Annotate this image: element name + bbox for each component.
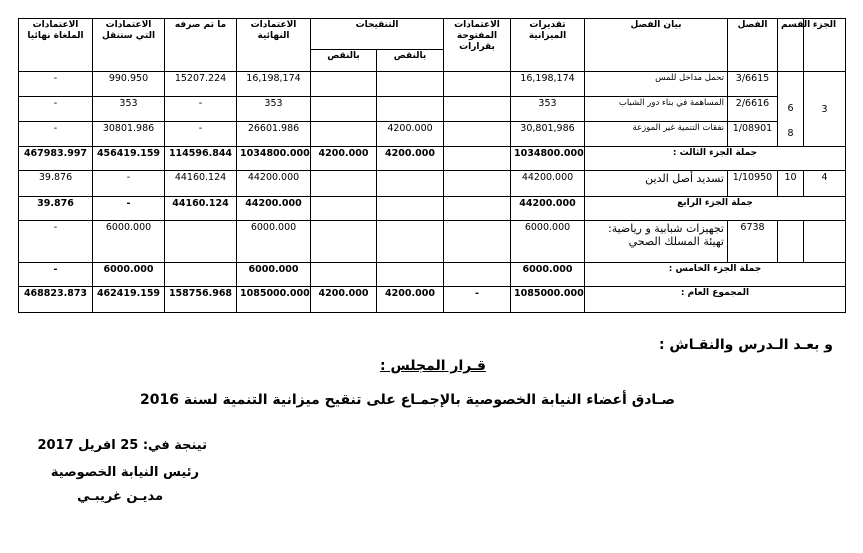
cell-mustaqbal: 353 bbox=[93, 97, 165, 122]
cell-qism: 8 bbox=[787, 128, 794, 139]
cell-nihaiya: 16,198,174 bbox=[237, 72, 311, 97]
cell-mustaqbal: - bbox=[93, 171, 165, 197]
cell-mulgha: 468823.873 bbox=[19, 287, 93, 313]
cell-sarf: - bbox=[165, 122, 237, 147]
discussion-line: و بعـد الـدرس والنقـاش : bbox=[658, 337, 833, 353]
cell-maftouha bbox=[444, 263, 511, 287]
cell-naqs-1 bbox=[377, 221, 444, 263]
cell-taqdirat: 1085000.000 bbox=[511, 287, 585, 313]
cell-sarf: - bbox=[165, 97, 237, 122]
cell-sarf: 15207.224 bbox=[165, 72, 237, 97]
bayan-line-2: تهيئة المسلك الصحي bbox=[628, 235, 724, 248]
cell-nihaiya: 44200.000 bbox=[237, 197, 311, 221]
cell-maftouha bbox=[444, 221, 511, 263]
grand-total-label: المجموع العام : bbox=[585, 287, 846, 313]
cell-naqs-2 bbox=[311, 97, 377, 122]
cell-maftouha bbox=[444, 97, 511, 122]
cell-mustaqbal: 6000.000 bbox=[93, 221, 165, 263]
budget-table bbox=[18, 18, 846, 313]
header-row bbox=[19, 19, 846, 50]
col-header-nihaiya: الاعتمادات النهائية bbox=[237, 19, 311, 72]
cell-qism: 6 bbox=[787, 103, 794, 114]
cell-mustaqbal: 6000.000 bbox=[93, 263, 165, 287]
cell-fasl: 6738 bbox=[728, 221, 778, 263]
cell-sarf: 114596.844 bbox=[165, 147, 237, 171]
cell-maftouha bbox=[444, 147, 511, 171]
total-label: جملة الجزء الرابع bbox=[585, 197, 846, 221]
cell-mulgha: 467983.997 bbox=[19, 147, 93, 171]
cell-naqs-2 bbox=[311, 72, 377, 97]
cell-maftouha: - bbox=[444, 287, 511, 313]
cell-naqs-1 bbox=[377, 171, 444, 197]
col-header-juz: الجزء bbox=[804, 19, 846, 72]
cell-taqdirat: 44200.000 bbox=[511, 197, 585, 221]
cell-bayan: تسديد أصل الدين bbox=[585, 171, 728, 197]
total-row-part5 bbox=[19, 263, 846, 287]
cell-nihaiya: 353 bbox=[237, 97, 311, 122]
cell-sarf: 44160.124 bbox=[165, 171, 237, 197]
cell-mulgha: 39.876 bbox=[19, 171, 93, 197]
cell-naqs-1 bbox=[377, 97, 444, 122]
cell-juz: 3 bbox=[804, 72, 846, 147]
cell-bayan bbox=[585, 221, 728, 263]
col-header-naqs-1: بالنقص bbox=[311, 50, 377, 72]
col-header-mulgha: الاعتمادات الملغاة نهائيا bbox=[19, 19, 93, 72]
cell-taqdirat: 353 bbox=[511, 97, 585, 122]
cell-naqs-2: 4200.000 bbox=[311, 147, 377, 171]
cell-sarf: 44160.124 bbox=[165, 197, 237, 221]
cell-nihaiya: 1085000.000 bbox=[237, 287, 311, 313]
cell-nihaiya: 6000.000 bbox=[237, 263, 311, 287]
bayan-line-1: تجهيزات شبابية و رياضية: bbox=[608, 222, 724, 235]
cell-taqdirat: 30,801,986 bbox=[511, 122, 585, 147]
total-label: جملة الجزء الثالث : bbox=[585, 147, 846, 171]
col-header-fasl: الفصل bbox=[728, 19, 778, 72]
cell-sarf bbox=[165, 221, 237, 263]
total-row-part4 bbox=[19, 197, 846, 221]
cell-juz bbox=[804, 221, 846, 263]
col-header-sarf: ما تم صرفه bbox=[165, 19, 237, 72]
cell-naqs-1: 4200.000 bbox=[377, 287, 444, 313]
decision-text: صـادق أعضاء النيابة الخصوصية بالإجمـاع على تنقيح ميزانية التنمية لسنة 2016 bbox=[140, 392, 675, 408]
cell-nihaiya: 26601.986 bbox=[237, 122, 311, 147]
col-header-bayan: بيان الفصل bbox=[585, 19, 728, 72]
cell-mulgha: - bbox=[19, 263, 93, 287]
cell-nihaiya: 6000.000 bbox=[237, 221, 311, 263]
cell-fasl: 3/6615 bbox=[728, 72, 778, 97]
decision-title: قـرار المجلس : bbox=[380, 358, 486, 374]
cell-bayan: المساهمة في بناء دور الشباب bbox=[585, 97, 728, 122]
cell-taqdirat: 1034800.000 bbox=[511, 147, 585, 171]
cell-sarf: 158756.968 bbox=[165, 287, 237, 313]
cell-mustaqbal: - bbox=[93, 197, 165, 221]
cell-mustaqbal: 456419.159 bbox=[93, 147, 165, 171]
cell-naqs-2 bbox=[311, 263, 377, 287]
cell-naqs-2 bbox=[311, 122, 377, 147]
col-header-maftouha: الاعتمادات المفتوحة بقرارات bbox=[444, 19, 511, 72]
cell-mulgha: - bbox=[19, 72, 93, 97]
table-row bbox=[19, 221, 846, 263]
col-header-qism: القسم bbox=[778, 19, 804, 72]
cell-taqdirat: 6000.000 bbox=[511, 221, 585, 263]
total-row-part3 bbox=[19, 147, 846, 171]
cell-nihaiya: 1034800.000 bbox=[237, 147, 311, 171]
grand-total-row bbox=[19, 287, 846, 313]
cell-mustaqbal: 30801.986 bbox=[93, 122, 165, 147]
cell-mulgha: - bbox=[19, 97, 93, 122]
president-title: رئيس النيابة الخصوصية bbox=[50, 465, 199, 480]
cell-qism-group bbox=[778, 72, 804, 147]
cell-fasl: 2/6616 bbox=[728, 97, 778, 122]
cell-taqdirat: 44200.000 bbox=[511, 171, 585, 197]
cell-naqs-1: 4200.000 bbox=[377, 122, 444, 147]
cell-naqs-2 bbox=[311, 171, 377, 197]
president-name: مديـن غريبـي bbox=[77, 489, 163, 504]
cell-taqdirat: 6000.000 bbox=[511, 263, 585, 287]
cell-nihaiya: 44200.000 bbox=[237, 171, 311, 197]
cell-fasl: 1/10950 bbox=[728, 171, 778, 197]
cell-mulgha: 39.876 bbox=[19, 197, 93, 221]
cell-maftouha bbox=[444, 122, 511, 147]
cell-sarf bbox=[165, 263, 237, 287]
cell-naqs-1 bbox=[377, 197, 444, 221]
cell-mulgha: - bbox=[19, 221, 93, 263]
col-header-taqdirat: تقديرات الميزانية bbox=[511, 19, 585, 72]
cell-taqdirat: 16,198,174 bbox=[511, 72, 585, 97]
cell-mulgha: - bbox=[19, 122, 93, 147]
table-row bbox=[19, 97, 846, 122]
cell-bayan: نفقات التنمية غير الموزعة bbox=[585, 122, 728, 147]
total-label: جملة الجزء الخامس : bbox=[585, 263, 846, 287]
col-header-tanqihat: التنقيحات bbox=[311, 19, 444, 50]
cell-qism bbox=[778, 221, 804, 263]
cell-fasl: 1/08901 bbox=[728, 122, 778, 147]
cell-maftouha bbox=[444, 197, 511, 221]
cell-qism: 10 bbox=[778, 171, 804, 197]
cell-naqs-1 bbox=[377, 72, 444, 97]
table-row bbox=[19, 122, 846, 147]
table-row bbox=[19, 72, 846, 97]
cell-maftouha bbox=[444, 171, 511, 197]
cell-naqs-2: 4200.000 bbox=[311, 287, 377, 313]
cell-juz: 4 bbox=[804, 171, 846, 197]
cell-naqs-1 bbox=[377, 263, 444, 287]
col-header-naqs-2: بالنقص bbox=[377, 50, 444, 72]
cell-bayan: تحمل مداخل للمس bbox=[585, 72, 728, 97]
cell-mustaqbal: 462419.159 bbox=[93, 287, 165, 313]
cell-naqs-2 bbox=[311, 221, 377, 263]
col-header-mustaqbal: الاعتمادات التي ستنقل bbox=[93, 19, 165, 72]
cell-naqs-1: 4200.000 bbox=[377, 147, 444, 171]
signature-date: تينجة في: 25 افريل 2017 bbox=[37, 438, 207, 453]
table-row bbox=[19, 171, 846, 197]
cell-maftouha bbox=[444, 72, 511, 97]
cell-mustaqbal: 990.950 bbox=[93, 72, 165, 97]
cell-naqs-2 bbox=[311, 197, 377, 221]
